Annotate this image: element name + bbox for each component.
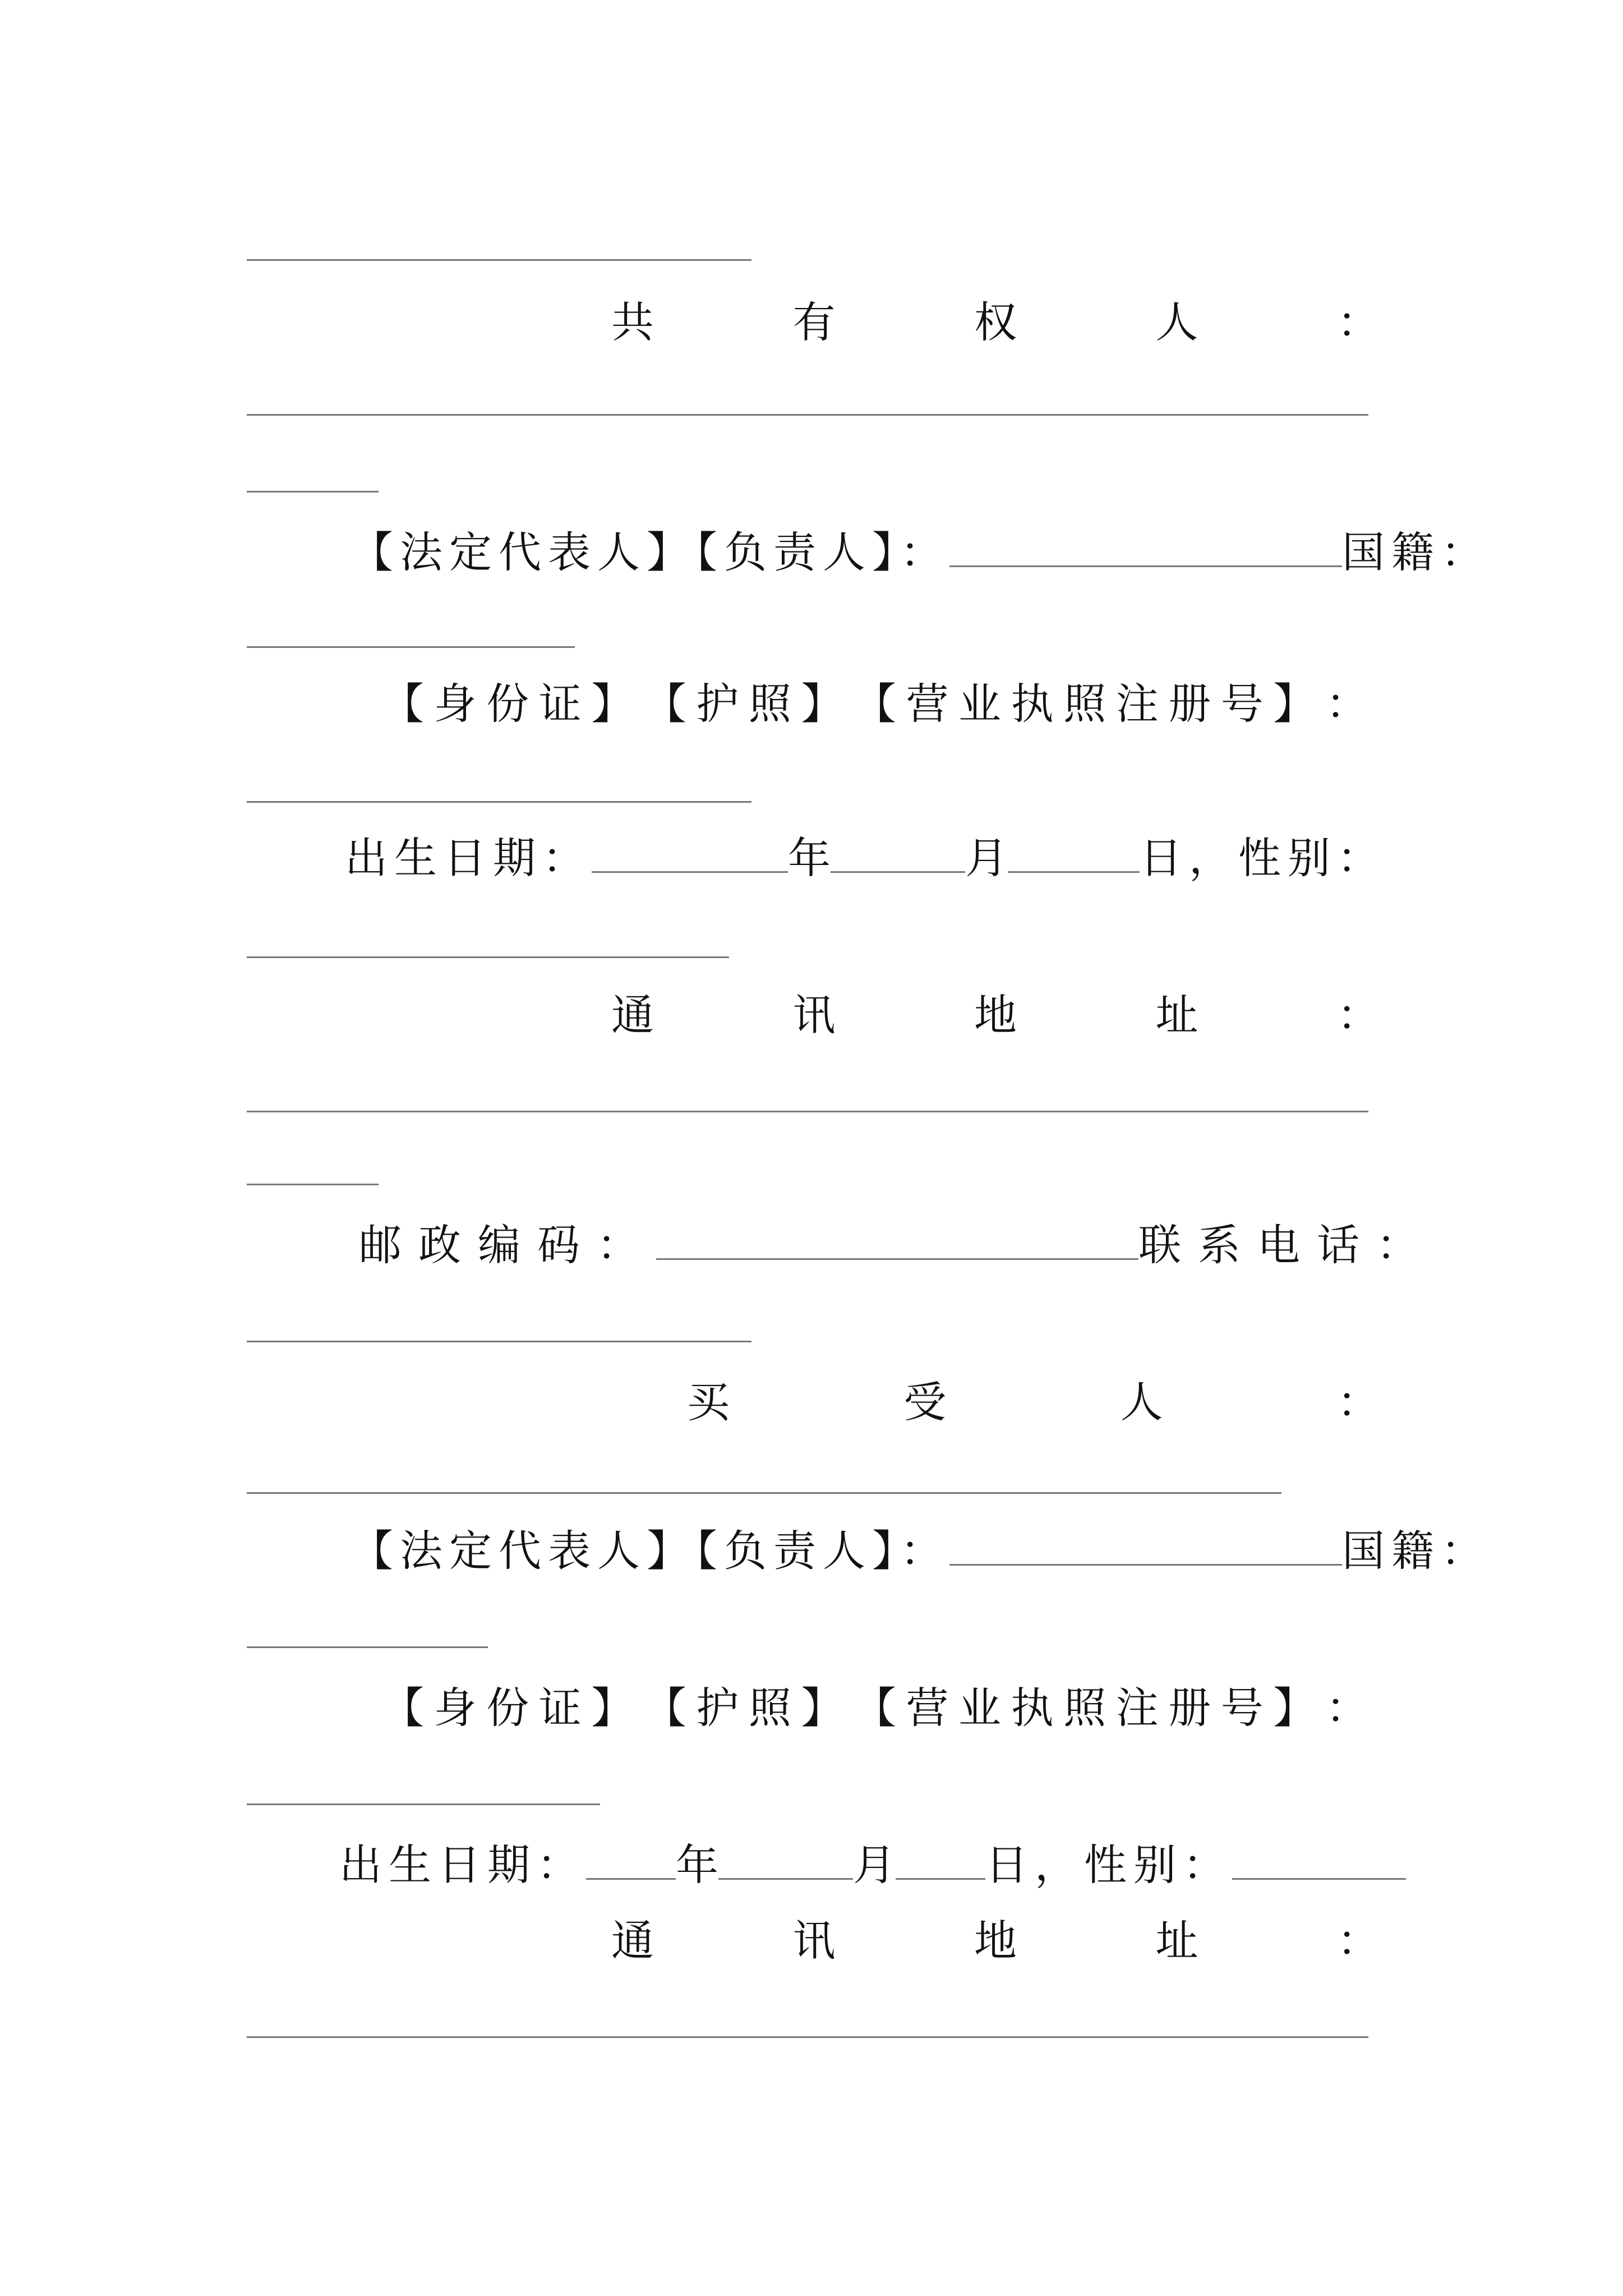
char: 】	[591, 679, 634, 729]
co-owner-label	[611, 295, 1380, 351]
month-label: 月	[965, 833, 1008, 883]
char: 通	[611, 990, 654, 1040]
char: 护	[696, 1683, 739, 1733]
char: 注	[1115, 1683, 1159, 1733]
char: ：	[1337, 1916, 1380, 1966]
char: 地	[974, 1916, 1017, 1966]
birth-date-row	[345, 830, 1386, 886]
char: 册	[1168, 1683, 1211, 1733]
char: 份	[486, 679, 529, 729]
year-label: 年	[788, 833, 831, 883]
char: 号	[1220, 1683, 1264, 1733]
char: 址	[1155, 990, 1198, 1040]
char: 营	[906, 1683, 949, 1733]
gender-label: 性别：	[1084, 1840, 1232, 1890]
char: ：	[1337, 297, 1380, 347]
year-blank[interactable]	[592, 838, 788, 873]
legal-rep-label: 【法定代表人】【负责人】：	[351, 527, 949, 577]
char: 证	[538, 1683, 582, 1733]
char: 讯	[792, 1916, 836, 1966]
char: 通	[611, 1916, 654, 1966]
char: 份	[486, 1683, 529, 1733]
legal-rep-blank[interactable]	[949, 1530, 1342, 1566]
char: 照	[1063, 1683, 1106, 1733]
char: 】	[591, 1683, 634, 1733]
address-blank-line	[247, 1111, 1368, 1112]
char: 【	[853, 1683, 896, 1733]
char: 【	[643, 1683, 686, 1733]
char: 照	[748, 679, 791, 729]
char: 执	[1011, 1683, 1054, 1733]
char: 】	[1273, 679, 1316, 729]
gender-blank-line	[247, 956, 729, 958]
nationality-label: 国籍：	[1342, 527, 1490, 577]
buyer-blank-line	[247, 1492, 1281, 1494]
char: 共	[611, 297, 654, 347]
day-blank[interactable]	[1008, 838, 1140, 873]
char: 】	[1273, 1683, 1316, 1733]
char: 讯	[792, 990, 836, 1040]
month-blank[interactable]	[831, 838, 965, 873]
day-label: 日，	[1140, 833, 1238, 883]
address-blank-line-2	[247, 2036, 1368, 2038]
blank-line	[247, 259, 751, 261]
char: 号	[1220, 679, 1264, 729]
char: 人	[1120, 1377, 1163, 1427]
nationality-blank-line	[247, 646, 575, 648]
char: 身	[434, 679, 477, 729]
month-label: 月	[853, 1840, 896, 1890]
char: 执	[1011, 679, 1054, 729]
postal-code-label: 邮政编码：	[359, 1220, 656, 1270]
char: ：	[1337, 990, 1380, 1040]
legal-rep-blank[interactable]	[949, 532, 1342, 567]
phone-blank-line	[247, 1341, 751, 1342]
char: 【	[381, 1683, 424, 1733]
char: 【	[853, 679, 896, 729]
address-label	[611, 987, 1380, 1043]
char: 有	[792, 297, 836, 347]
postal-code-blank[interactable]	[656, 1225, 1138, 1260]
char: ：	[1325, 679, 1368, 729]
phone-label: 联系电话：	[1138, 1220, 1436, 1270]
char: 受	[903, 1377, 947, 1427]
char: 人	[1155, 297, 1198, 347]
char: 注	[1115, 679, 1159, 729]
year-label: 年	[676, 1840, 718, 1890]
gender-blank[interactable]	[1232, 1844, 1406, 1880]
postal-phone-row	[359, 1217, 1436, 1273]
char: 权	[974, 297, 1017, 347]
char: 照	[1063, 679, 1106, 729]
buyer-label	[687, 1374, 1380, 1430]
birth-date-row-2	[339, 1837, 1406, 1893]
day-blank[interactable]	[896, 1844, 985, 1880]
nationality-label: 国籍：	[1342, 1526, 1490, 1576]
char: 身	[434, 1683, 477, 1733]
nationality-blank-line-2	[247, 1646, 488, 1648]
char: 护	[696, 679, 739, 729]
char: 】	[801, 679, 844, 729]
char: 照	[748, 1683, 791, 1733]
char: 【	[381, 679, 424, 729]
year-blank[interactable]	[586, 1844, 676, 1880]
char: 营	[906, 679, 949, 729]
char: 册	[1168, 679, 1211, 729]
id-type-label-2	[381, 1680, 1368, 1736]
char: 【	[643, 679, 686, 729]
co-owner-blank-line	[247, 414, 1368, 416]
id-type-label	[381, 676, 1368, 732]
char: 】	[801, 1683, 844, 1733]
char: ：	[1336, 1377, 1380, 1427]
char: ：	[1325, 1683, 1368, 1733]
birth-date-label: 出生日期：	[345, 833, 592, 883]
id-number-blank-line-2	[247, 1803, 600, 1805]
legal-rep-row	[351, 524, 1490, 581]
gender-label: 性别：	[1238, 833, 1386, 883]
legal-rep-label: 【法定代表人】【负责人】：	[351, 1526, 949, 1576]
month-blank[interactable]	[718, 1844, 853, 1880]
char: 址	[1155, 1916, 1198, 1966]
day-label: 日，	[985, 1840, 1084, 1890]
birth-date-label: 出生日期：	[339, 1840, 586, 1890]
co-owner-blank-line-cont	[247, 491, 379, 493]
id-number-blank-line	[247, 801, 751, 803]
legal-rep-row-2	[351, 1523, 1490, 1579]
address-label-2	[611, 1913, 1380, 1969]
char: 业	[958, 679, 1002, 729]
char: 业	[958, 1683, 1002, 1733]
address-blank-line-cont	[247, 1184, 379, 1185]
char: 买	[687, 1377, 730, 1427]
char: 地	[974, 990, 1017, 1040]
char: 证	[538, 679, 582, 729]
